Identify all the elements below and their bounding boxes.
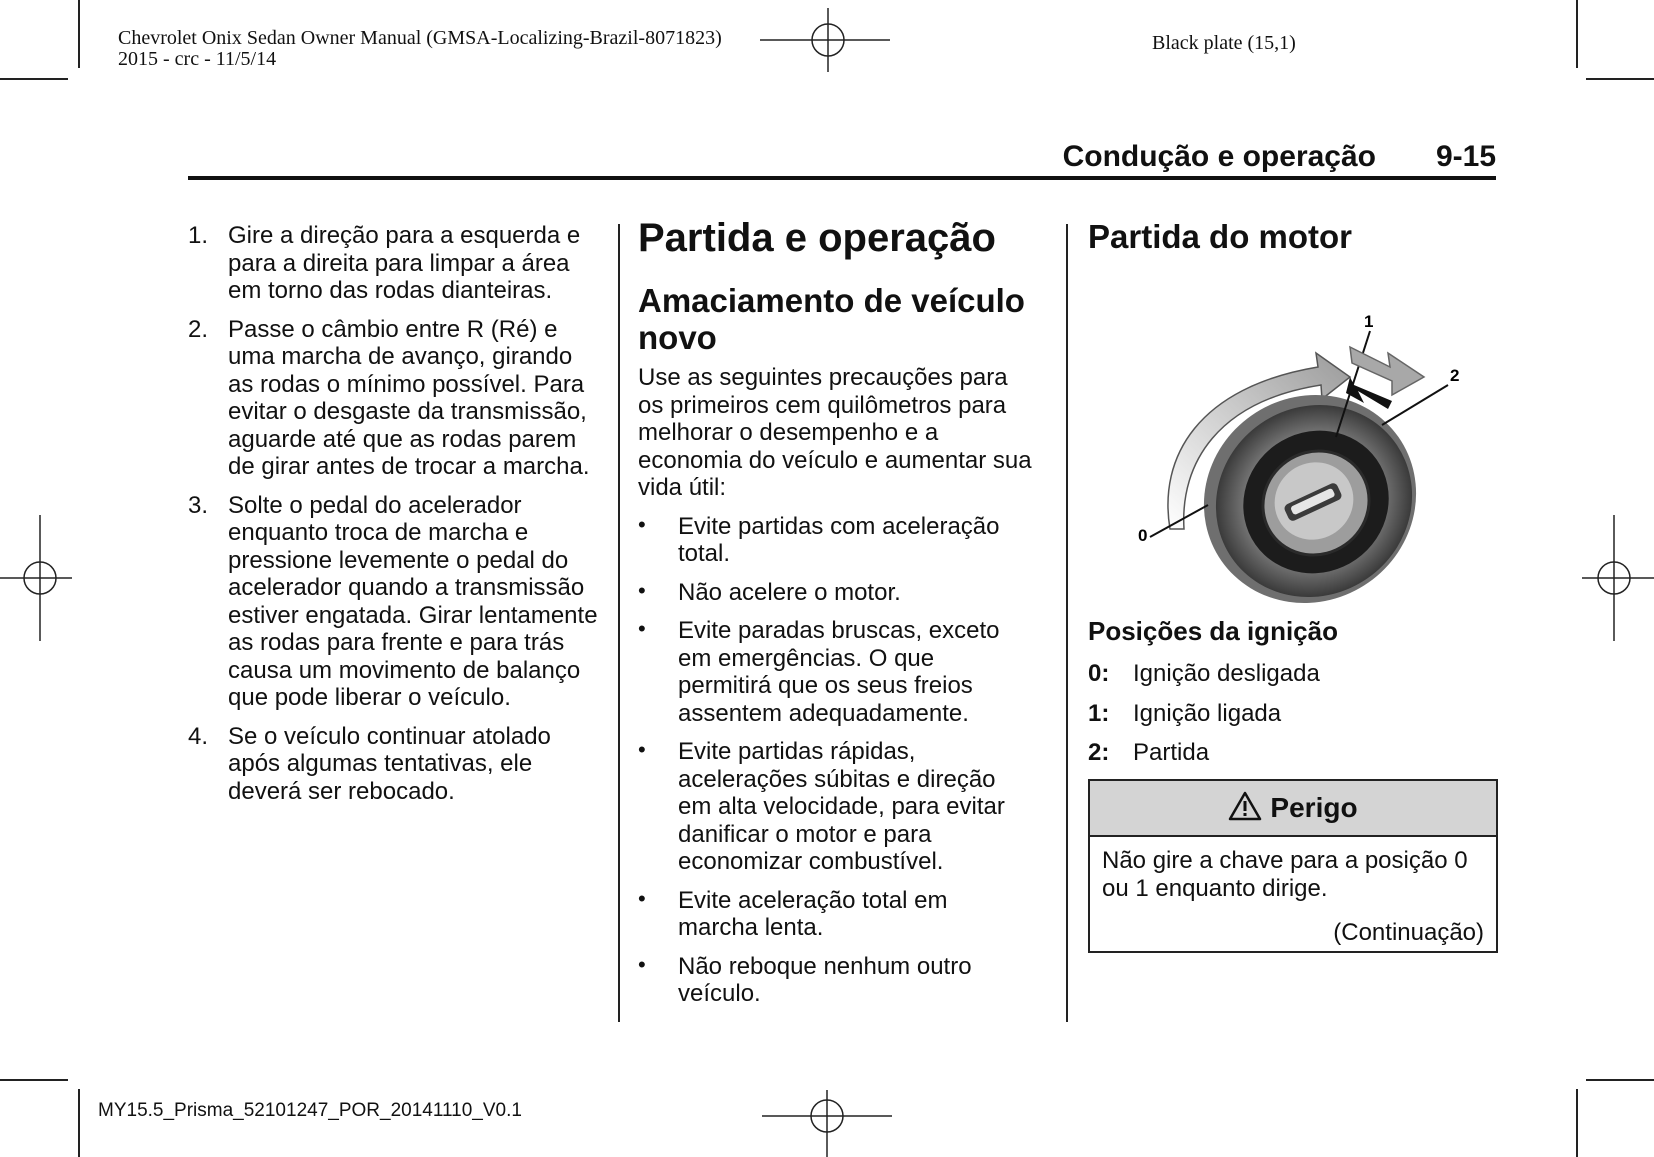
step-number: 2. (188, 315, 209, 343)
step-number: 3. (188, 491, 209, 519)
step-number: 4. (188, 722, 209, 750)
bullet: • (638, 737, 646, 762)
bullet-text: Evite aceleração total em marcha lenta. (678, 886, 948, 941)
print-header (118, 28, 722, 70)
ignition-positions-heading: Posições da ignição (1088, 616, 1338, 646)
step-text: Se o veículo continuar atolado após algumas tentativas, ele deverá ser rebocado. (228, 722, 551, 805)
bullet-text: Evite paradas bruscas, exceto em emergências. O que permitirá que os seus freios assentem adequadamente. (678, 617, 1000, 727)
list-item (1088, 739, 1498, 767)
list-item (188, 492, 600, 712)
list-item (638, 738, 1034, 876)
list-item (1088, 700, 1498, 728)
column-divider-right (1066, 224, 1068, 1022)
list-item (638, 953, 1034, 1008)
chapter-heading: Partida e operação (638, 216, 996, 260)
left-column (188, 222, 600, 816)
registration-mark-bottom (762, 1090, 892, 1157)
danger-text: Não gire a chave para a posição 0 ou 1 enquanto dirige. (1102, 846, 1468, 902)
intro-paragraph: Use as seguintes precauções para os primeiros cem quilômetros para melhorar o desempenho e a economia do veículo e aumentar sua vida útil: (638, 364, 1032, 501)
list-item (638, 617, 1034, 727)
page-number: 9-15 (1435, 140, 1496, 173)
list-item (638, 513, 1034, 568)
figure-label-1: 1 (1364, 312, 1374, 331)
list-item (188, 316, 600, 481)
bullet-text: Não acelere o motor. (678, 578, 901, 606)
registration-mark-left (0, 515, 72, 641)
step-list (188, 222, 600, 805)
position-key: 1: (1088, 699, 1110, 727)
precaution-list (638, 513, 1034, 1008)
step-text: Gire a direção para a esquerda e para a direita para limpar a área em torno das rodas dianteiras. (228, 222, 581, 304)
danger-header (1090, 781, 1496, 837)
step-text: Solte o pedal do acelerador enquanto troca de marcha e pressione levemente o pedal do acelerador quando a transmissão estiver engatada. Girar lentamente as rodas para frente e para trás causa um movimento de balanço que pode liberar o veículo. (228, 491, 598, 711)
footer-code: MY15.5_Prisma_52101247_POR_20141110_V0.1 (98, 1100, 522, 1121)
bullet: • (638, 616, 646, 641)
danger-box (1088, 779, 1498, 953)
position-key: 0: (1088, 660, 1110, 687)
ignition-positions-list (1088, 660, 1498, 767)
running-header (188, 140, 1496, 176)
position-label: Ignição ligada (1133, 699, 1282, 727)
position-key: 2: (1088, 739, 1110, 766)
print-header-line2: 2015 - crc - 11/5/14 (118, 48, 277, 70)
bullet-text: Não reboque nenhum outro veículo. (678, 952, 972, 1007)
step-number: 1. (188, 222, 209, 249)
right-column (1088, 218, 1498, 953)
list-item (638, 579, 1034, 607)
registration-mark-right (1582, 515, 1654, 641)
list-item (638, 887, 1034, 942)
engine-start-heading: Partida do motor (1088, 218, 1353, 255)
registration-mark-top (760, 8, 890, 72)
position-label: Ignição desligada (1133, 660, 1320, 687)
bullet: • (638, 951, 646, 977)
middle-column (638, 216, 1034, 1019)
danger-body (1090, 837, 1496, 951)
continued-label: (Continuação) (1333, 918, 1484, 946)
figure-label-2: 2 (1450, 366, 1460, 385)
list-item (1088, 660, 1498, 688)
figure-label-0: 0 (1138, 526, 1148, 545)
plate-label: Black plate (15,1) (1152, 32, 1296, 54)
section-title: Condução e operação (1062, 140, 1376, 173)
bullet-text: Evite partidas com aceleração total. (678, 512, 1000, 567)
position-label: Partida (1133, 739, 1210, 766)
bullet-text: Evite partidas rápidas, acelerações súbitas e direção em alta velocidade, para evitar danificar o motor e para economizar combustível. (678, 738, 1005, 875)
bullet: • (638, 885, 646, 911)
warning-triangle-icon (1228, 791, 1262, 821)
header-rule (188, 176, 1496, 180)
break-in-heading: Amaciamento de veículo novo (638, 282, 1025, 356)
column-divider-left (618, 224, 620, 1022)
step-text: Passe o câmbio entre R (Ré) e uma marcha de avanço, girando as rodas o mínimo possível. Para evitar o desgaste da transmissão, aguarde até que as rodas parem de girar antes de trocar a marcha. (228, 315, 590, 480)
print-header-line1: Chevrolet Onix Sedan Owner Manual (GMSA-Localizing-Brazil-8071823) (118, 27, 722, 49)
ignition-switch-illustration (1088, 267, 1498, 607)
bullet: • (638, 511, 646, 537)
bullet: • (638, 577, 646, 603)
list-item (188, 222, 600, 305)
danger-title: Perigo (1270, 791, 1358, 823)
list-item (188, 723, 600, 806)
